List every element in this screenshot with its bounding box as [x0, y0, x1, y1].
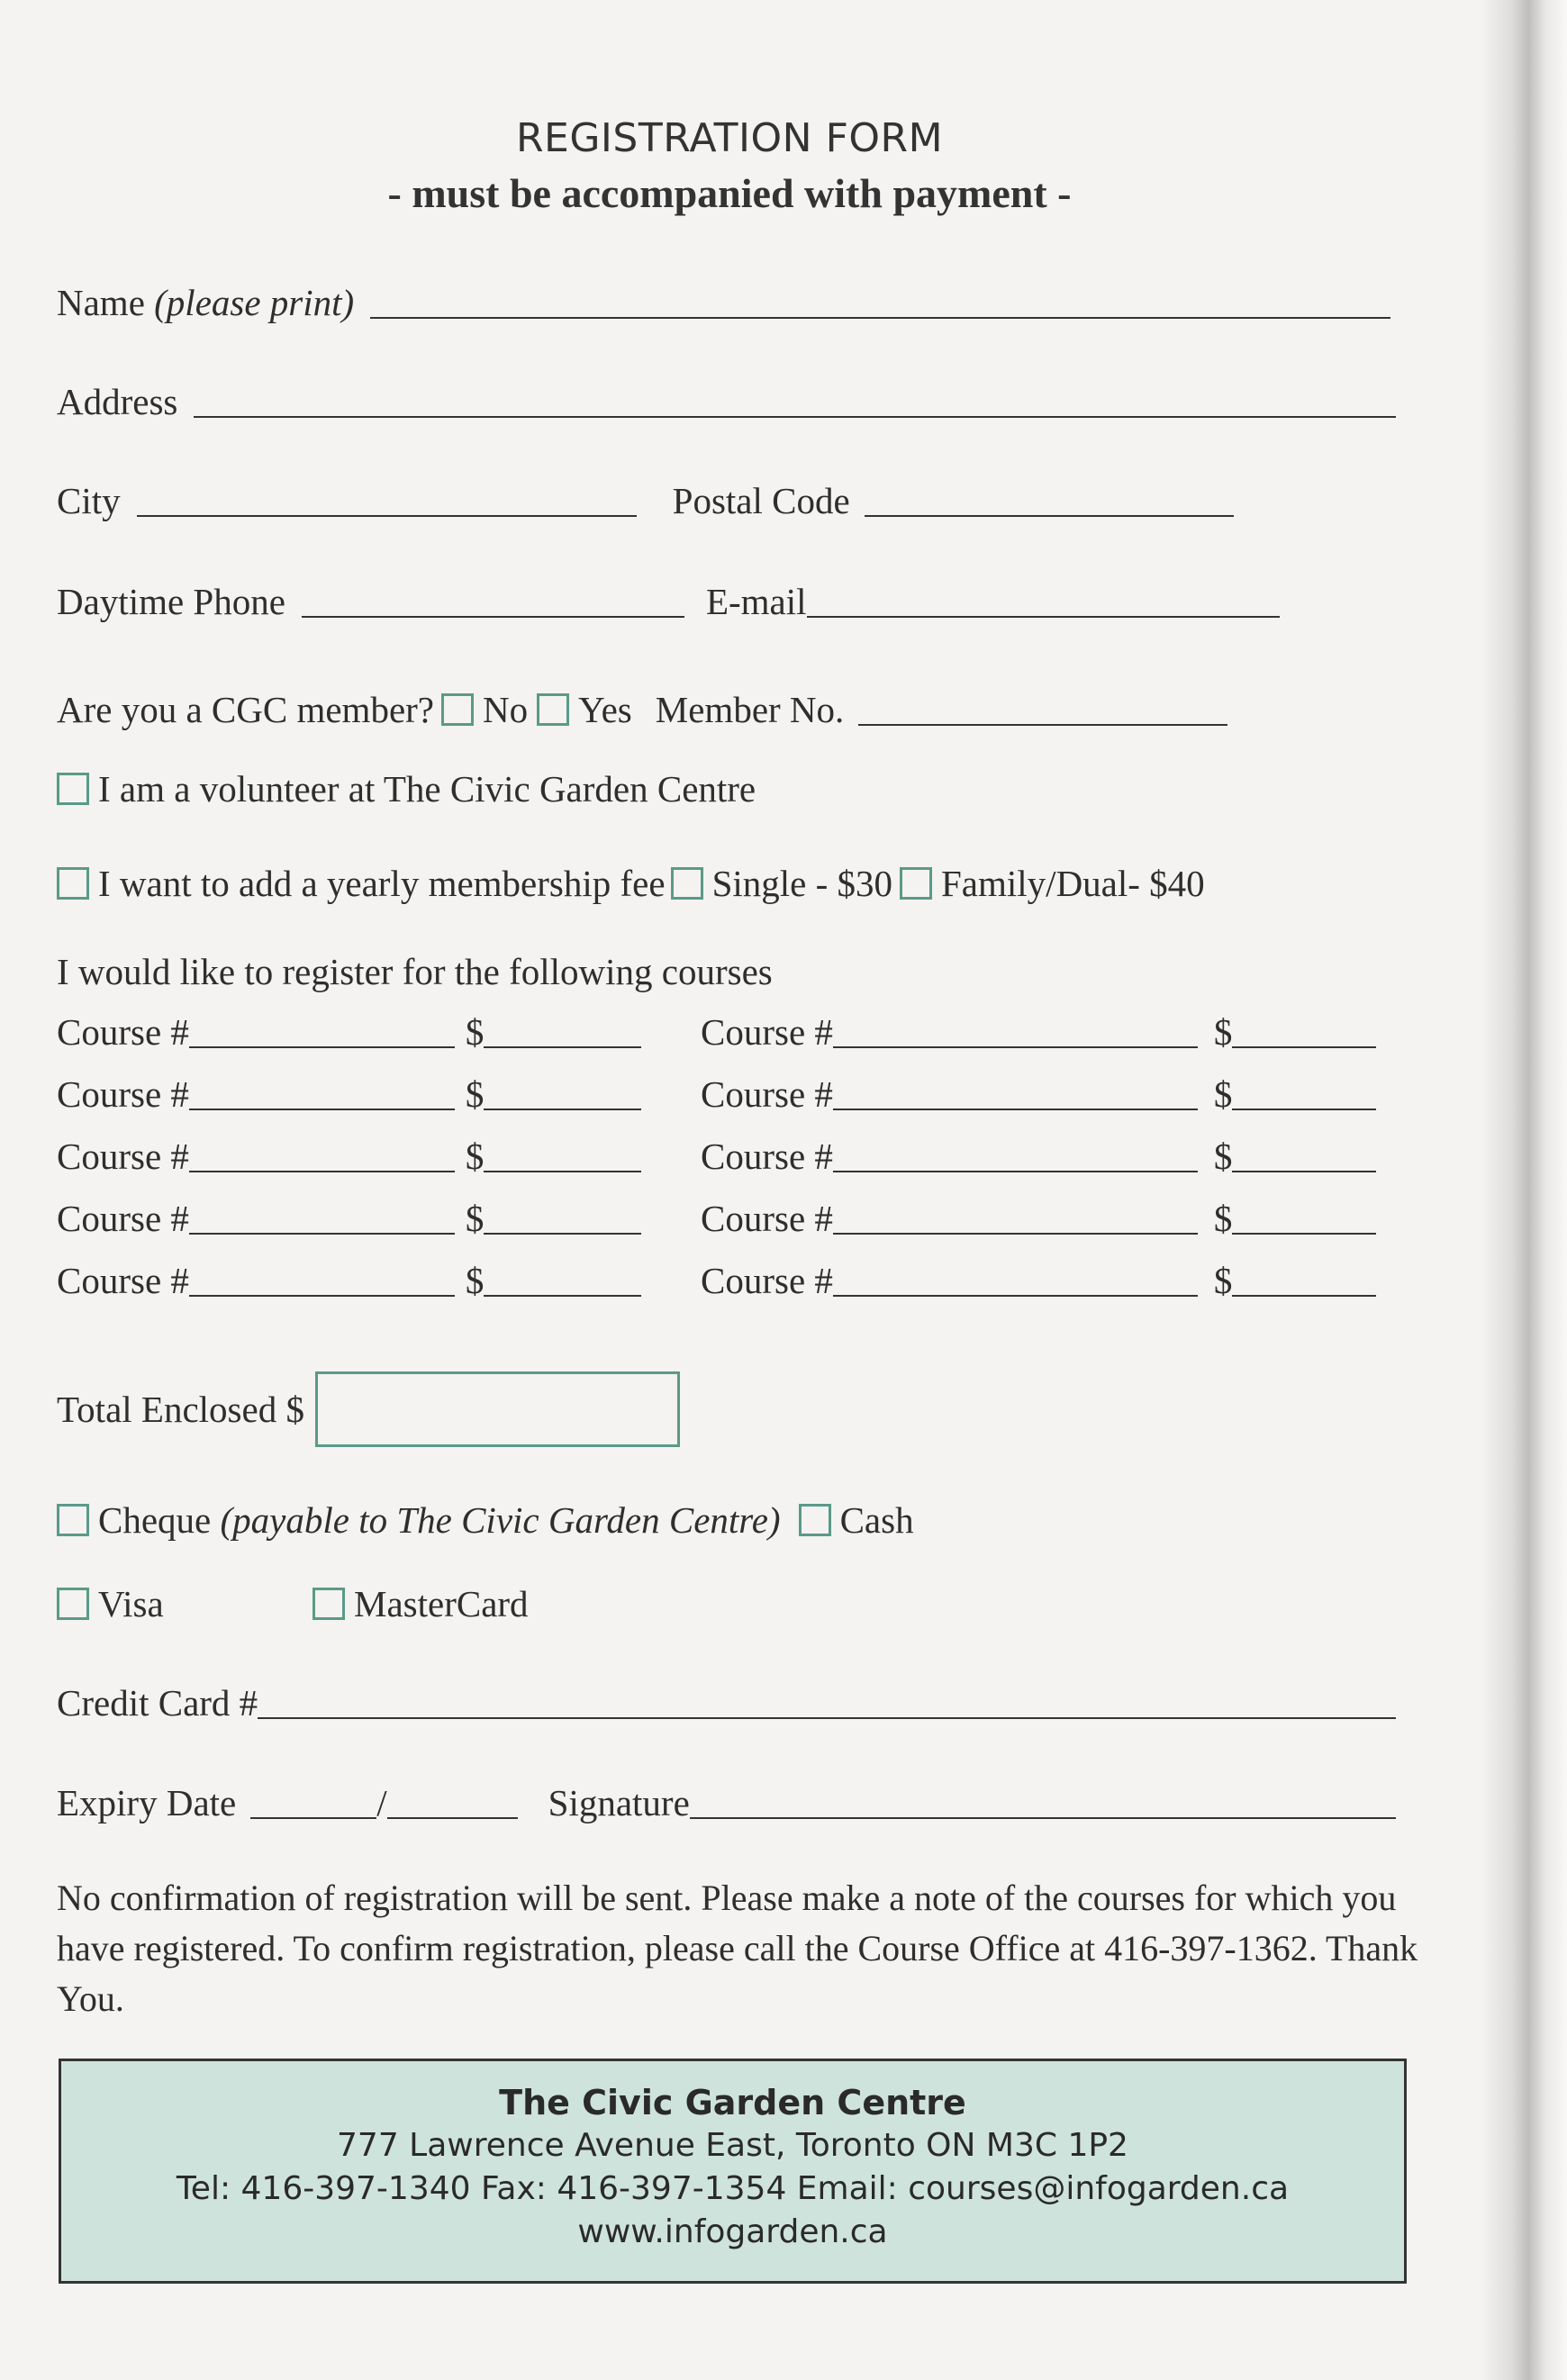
dollar-label: $: [465, 1011, 485, 1053]
course-amount-line[interactable]: [1232, 1197, 1376, 1235]
course-number-line[interactable]: [833, 1072, 1198, 1110]
course-amount-line[interactable]: [1232, 1010, 1376, 1048]
course-label: Course #: [57, 1260, 189, 1301]
phone-email-row: [57, 569, 1396, 623]
member-row: [57, 677, 1396, 731]
course-number-line[interactable]: [189, 1072, 455, 1110]
course-row: [57, 1124, 687, 1178]
org-contact: Tel: 416-397-1340 Fax: 416-397-1354 Email: courses@infogarden.ca: [176, 2170, 1290, 2207]
city-input-line[interactable]: [137, 479, 637, 517]
course-label: Course #: [57, 1011, 189, 1053]
member-yes-label: Yes: [578, 689, 632, 730]
dollar-label: $: [465, 1260, 485, 1301]
form-subtitle: - must be accompanied with payment -: [387, 170, 1072, 216]
course-row: [701, 1000, 1394, 1054]
cash-checkbox[interactable]: [799, 1504, 831, 1536]
daytime-phone-label: Daytime Phone: [57, 581, 285, 622]
credit-card-row: [57, 1670, 1396, 1724]
course-number-line[interactable]: [189, 1010, 455, 1048]
volunteer-row: [57, 756, 1396, 810]
course-label: Course #: [701, 1011, 833, 1053]
course-amount-line[interactable]: [1232, 1259, 1376, 1297]
card-type-row: [57, 1571, 1396, 1625]
member-no-checkbox[interactable]: [441, 693, 474, 726]
org-website[interactable]: www.infogarden.ca: [577, 2213, 888, 2250]
name-label: Name: [57, 282, 145, 323]
course-row: [701, 1062, 1394, 1116]
volunteer-checkbox[interactable]: [57, 773, 89, 805]
course-row: [701, 1186, 1394, 1240]
family-checkbox[interactable]: [900, 867, 932, 900]
expiry-signature-row: [57, 1770, 1396, 1824]
course-row: [57, 1062, 687, 1116]
expiry-year-line[interactable]: [387, 1781, 518, 1819]
total-enclosed-box[interactable]: [315, 1371, 680, 1447]
city-postal-row: [57, 468, 1396, 522]
dollar-label: $: [1213, 1198, 1233, 1239]
course-label: Course #: [701, 1260, 833, 1301]
dollar-label: $: [1213, 1011, 1233, 1053]
dollar-label: $: [465, 1136, 485, 1177]
address-input-line[interactable]: [194, 380, 1396, 418]
total-row: [57, 1369, 1396, 1450]
course-number-line[interactable]: [189, 1135, 455, 1172]
name-hint: (please print): [154, 282, 355, 323]
course-number-line[interactable]: [189, 1259, 455, 1297]
dollar-label: $: [465, 1073, 485, 1115]
credit-card-label: Credit Card #: [57, 1682, 258, 1724]
member-no-label: No: [483, 689, 529, 730]
membership-row: [57, 851, 1396, 905]
course-number-line[interactable]: [833, 1259, 1198, 1297]
payment-row: [57, 1488, 1396, 1542]
form-title: REGISTRATION FORM: [515, 115, 944, 161]
mastercard-checkbox[interactable]: [312, 1588, 345, 1620]
course-row: [57, 1248, 687, 1302]
expiry-month-line[interactable]: [250, 1781, 376, 1819]
member-question: Are you a CGC member?: [57, 689, 434, 730]
course-row: [57, 1186, 687, 1240]
courses-intro: I would like to register for the following courses: [57, 951, 773, 992]
course-amount-line[interactable]: [1232, 1072, 1376, 1110]
daytime-phone-input-line[interactable]: [302, 580, 684, 618]
course-label: Course #: [701, 1073, 833, 1115]
course-label: Course #: [57, 1136, 189, 1177]
courses-intro-row: [57, 939, 1396, 993]
course-amount-line[interactable]: [484, 1197, 641, 1235]
course-row: [701, 1248, 1394, 1302]
course-amount-line[interactable]: [484, 1259, 641, 1297]
single-checkbox[interactable]: [671, 867, 703, 900]
membership-label: I want to add a yearly membership fee: [98, 863, 666, 904]
address-label: Address: [57, 381, 178, 422]
email-label: E-mail: [705, 581, 807, 622]
volunteer-label: I am a volunteer at The Civic Garden Centre: [98, 768, 756, 810]
cheque-checkbox[interactable]: [57, 1504, 89, 1536]
dollar-label: $: [1213, 1136, 1233, 1177]
member-number-input-line[interactable]: [858, 688, 1227, 726]
org-name: The Civic Garden Centre: [499, 2083, 966, 2122]
cash-label: Cash: [839, 1499, 914, 1541]
course-number-line[interactable]: [189, 1197, 455, 1235]
member-number-label: Member No.: [655, 689, 845, 730]
course-number-line[interactable]: [833, 1010, 1198, 1048]
visa-checkbox[interactable]: [57, 1588, 89, 1620]
dollar-label: $: [1213, 1073, 1233, 1115]
course-label: Course #: [57, 1073, 189, 1115]
dollar-label: $: [1213, 1260, 1233, 1301]
course-amount-line[interactable]: [484, 1072, 641, 1110]
course-row: [701, 1124, 1394, 1178]
dollar-label: $: [465, 1198, 485, 1239]
email-input-line[interactable]: [807, 580, 1280, 618]
name-row: [57, 270, 1396, 324]
credit-card-input-line[interactable]: [258, 1681, 1396, 1719]
course-number-line[interactable]: [833, 1135, 1198, 1172]
address-row: [57, 369, 1396, 423]
single-label: Single - $30: [711, 863, 892, 904]
course-amount-line[interactable]: [484, 1135, 641, 1172]
page-edge-shadow: [1481, 0, 1567, 2380]
cheque-label: Cheque: [98, 1499, 212, 1541]
confirmation-note: No confirmation of registration will be sent. Please make a note of the courses for which you have registered. To confirm registration, please call the Course Office at 416-397-1362. Thank You.: [57, 1878, 1418, 2019]
expiry-separator: /: [376, 1782, 387, 1823]
course-amount-line[interactable]: [1232, 1135, 1376, 1172]
name-input-line[interactable]: [370, 281, 1390, 319]
city-label: City: [57, 480, 121, 521]
family-label: Family/Dual- $40: [941, 863, 1205, 904]
org-address: 777 Lawrence Avenue East, Toronto ON M3C 1P2: [337, 2127, 1128, 2164]
visa-label: Visa: [98, 1583, 164, 1624]
cheque-hint: (payable to The Civic Garden Centre): [220, 1499, 781, 1541]
postal-code-label: Postal Code: [672, 480, 850, 521]
course-label: Course #: [57, 1198, 189, 1239]
course-label: Course #: [701, 1198, 833, 1239]
contact-box: [59, 2059, 1407, 2284]
member-yes-checkbox[interactable]: [537, 693, 569, 726]
membership-checkbox[interactable]: [57, 867, 89, 900]
course-label: Course #: [701, 1136, 833, 1177]
total-enclosed-label: Total Enclosed $: [57, 1389, 304, 1430]
signature-line[interactable]: [690, 1781, 1396, 1819]
signature-label: Signature: [548, 1782, 690, 1823]
course-amount-line[interactable]: [484, 1010, 641, 1048]
postal-code-input-line[interactable]: [865, 479, 1234, 517]
expiry-date-label: Expiry Date: [57, 1782, 237, 1823]
course-number-line[interactable]: [833, 1197, 1198, 1235]
course-row: [57, 1000, 687, 1054]
mastercard-label: MasterCard: [354, 1583, 529, 1624]
